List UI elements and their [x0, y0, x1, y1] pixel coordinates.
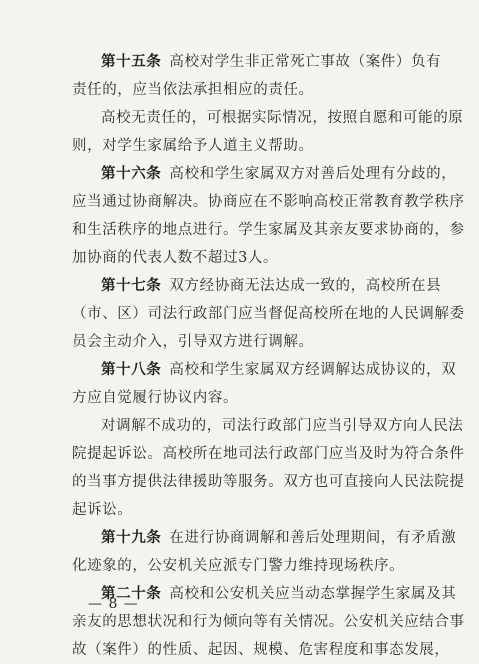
text-line [72, 300, 465, 328]
line-text: 在进行协商调解和善后处理期间，有矛盾激 [169, 530, 457, 546]
line-text: 员会主动介入，引导双方进行调解。 [72, 334, 314, 350]
line-text: 化迹象的，公安机关应派专门警力维持现场秩序。 [72, 558, 405, 574]
text-line [72, 496, 439, 524]
text-line [72, 272, 442, 300]
text-line [72, 132, 439, 160]
page-number: — 8 — [88, 596, 139, 612]
line-text: 和生活秩序的地点进行。学生家属及其亲友要求协商的，参 [72, 222, 465, 238]
text-line [72, 468, 465, 496]
line-text: 院提起诉讼。高校所在地司法行政部门应当及时为符合条件 [72, 446, 465, 462]
text-line [72, 160, 457, 188]
line-text: 对调解不成功的，司法行政部门应当引导双方向人民法 [101, 418, 464, 434]
line-text: 双方经协商无法达成一致的，高校所在县 [169, 278, 442, 294]
line-text: 高校和公安机关应当动态掌握学生家属及其 [169, 586, 457, 602]
line-text: 亲友的思想状况和行为倾向等有关情况。公安机关应结合事 [72, 614, 465, 630]
line-text: 高校对学生非正常死亡事故（案件）负有 [169, 54, 442, 70]
line-text: 的当事方提供法律援助等服务。双方也可直接向人民法院提 [72, 474, 465, 490]
line-text: （市、区）司法行政部门应当督促高校所在地的人民调解委 [72, 306, 465, 322]
line-text: 责任的，应当依法承担相应的责任。 [72, 82, 314, 98]
text-line [72, 328, 439, 356]
text-line [72, 440, 465, 468]
article-heading: 第十五条 [101, 54, 162, 70]
text-line [72, 188, 465, 216]
text-line [72, 104, 464, 132]
line-text: 高校和学生家属双方对善后处理有分歧的， [169, 166, 457, 182]
line-text: 故（案件）的性质、起因、规模、危害程度和事态发展， [72, 642, 450, 658]
text-line [72, 244, 439, 272]
text-line [72, 608, 465, 636]
line-text: 方应自觉履行协议内容。 [72, 390, 239, 406]
line-text: 起诉讼。 [72, 502, 133, 518]
text-line [72, 552, 439, 580]
article-heading: 第十八条 [101, 362, 162, 378]
text-line [72, 524, 457, 552]
article-heading: 第十六条 [101, 166, 162, 182]
text-line [72, 216, 465, 244]
text-line [72, 412, 464, 440]
document-body [72, 48, 465, 664]
line-text: 高校和学生家属双方经调解达成协议的，双 [169, 362, 457, 378]
text-line [72, 356, 457, 384]
article-heading: 第十七条 [101, 278, 162, 294]
text-line [72, 636, 450, 664]
line-text: 加协商的代表人数不超过3人。 [72, 250, 279, 266]
line-text: 应当通过协商解决。协商应在不影响高校正常教育教学秩序 [72, 194, 465, 210]
article-heading: 第二十条 [101, 586, 162, 602]
article-heading: 第十九条 [101, 530, 162, 546]
text-line [72, 76, 439, 104]
line-text: 高校无责任的，可根据实际情况，按照自愿和可能的原 [101, 110, 464, 126]
line-text: 则，对学生家属给予人道主义帮助。 [72, 138, 314, 154]
text-line [72, 48, 442, 76]
text-line [72, 384, 439, 412]
